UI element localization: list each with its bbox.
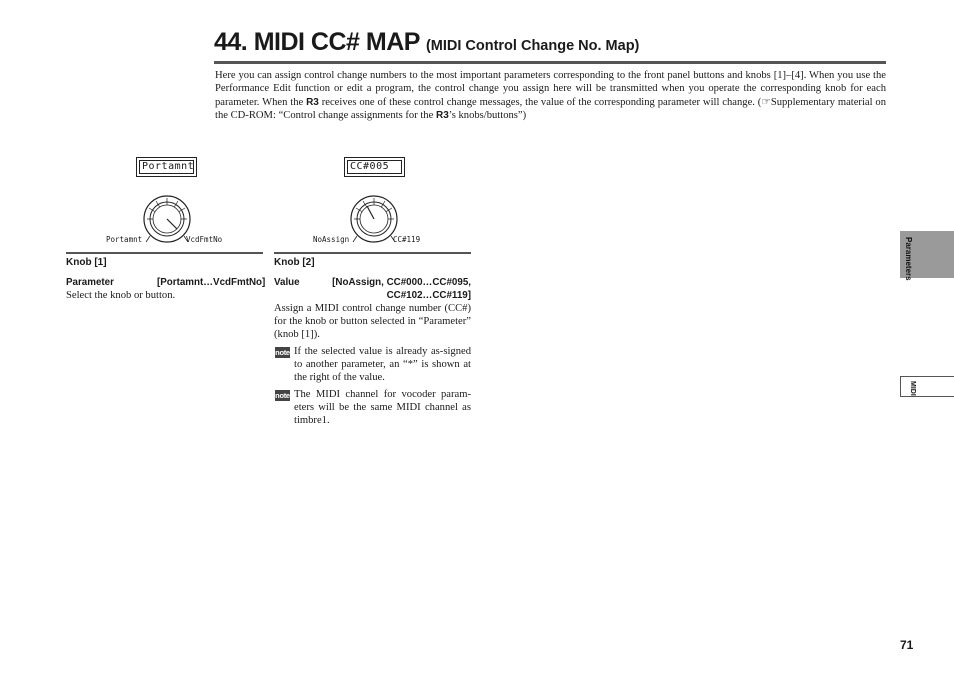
r3-product-name: R3	[435, 110, 449, 122]
knob-1-heading: Knob [1]	[66, 257, 107, 268]
side-tab-parameters-label: Parameters	[904, 237, 913, 281]
knob-1-param-name: Parameter	[66, 277, 114, 288]
section-rule-knob-2	[274, 252, 471, 254]
knob-1-max-label: VcdFmtNo	[186, 235, 223, 244]
intro-paragraph: Here you can assign control change numbers to the most important parameters corresponding to the front panel buttons and knobs [1]–[4]. When you use the Performance Edit function or edit a program, the control change you assign here will be transmitted when you operate the corresponding knob for each parameter. When the R3 receives one of these control change messages, the value of the corresponding parameter will change. (☞Supplementary material on the CD-ROM: “Control change assignments for the R3’s knobs/buttons”)	[215, 70, 886, 122]
r3-product-name: R3	[306, 96, 319, 108]
title-rule	[214, 61, 886, 64]
knob-1-min-label: Portamnt	[106, 235, 143, 244]
side-tab-parameters	[900, 231, 954, 281]
lcd-display-1	[136, 157, 197, 177]
page-title: 44. MIDI CC# MAP (MIDI Control Change No. Map)	[214, 28, 640, 56]
page-subtitle: (MIDI Control Change No. Map)	[425, 38, 640, 54]
note-icon: note	[275, 348, 290, 357]
knob-2-max-label: CC#119	[393, 235, 421, 244]
note-icon: note	[275, 391, 290, 400]
knob-2-min-label: NoAssign	[313, 235, 350, 244]
lcd-text: Portamnt	[139, 160, 194, 174]
knob-2-param-name: Value	[274, 277, 300, 288]
knob-2-param-range-2: CC#102…CC#119]	[386, 290, 471, 301]
knob-2-note-2: The MIDI channel for vocoder param-eters will be the same MIDI channel as timbre1.	[294, 389, 471, 427]
knob-2-param-range-1: [NoAssign, CC#000…CC#095,	[332, 277, 471, 288]
lcd-text: CC#005	[347, 160, 402, 174]
lcd-display-2	[344, 157, 405, 177]
knob-1-description: Select the knob or button.	[66, 290, 176, 301]
side-tab-midi	[900, 376, 954, 397]
knob-1-param-range: [Portamnt…VcdFmtNo]	[157, 277, 266, 288]
knob-2-heading: Knob [2]	[274, 257, 315, 268]
knob-2-description: Assign a MIDI control change number (CC#) for the knob or button selected in “Parameter” (knob [1]).	[274, 303, 471, 341]
page-number: 71	[900, 638, 914, 652]
side-tab-midi-label: MIDI	[909, 381, 916, 396]
section-rule-knob-1	[66, 252, 263, 254]
knob-2-note-1: If the selected value is already as-signed to another parameter, an “*” is shown at the right of the value.	[294, 346, 471, 384]
